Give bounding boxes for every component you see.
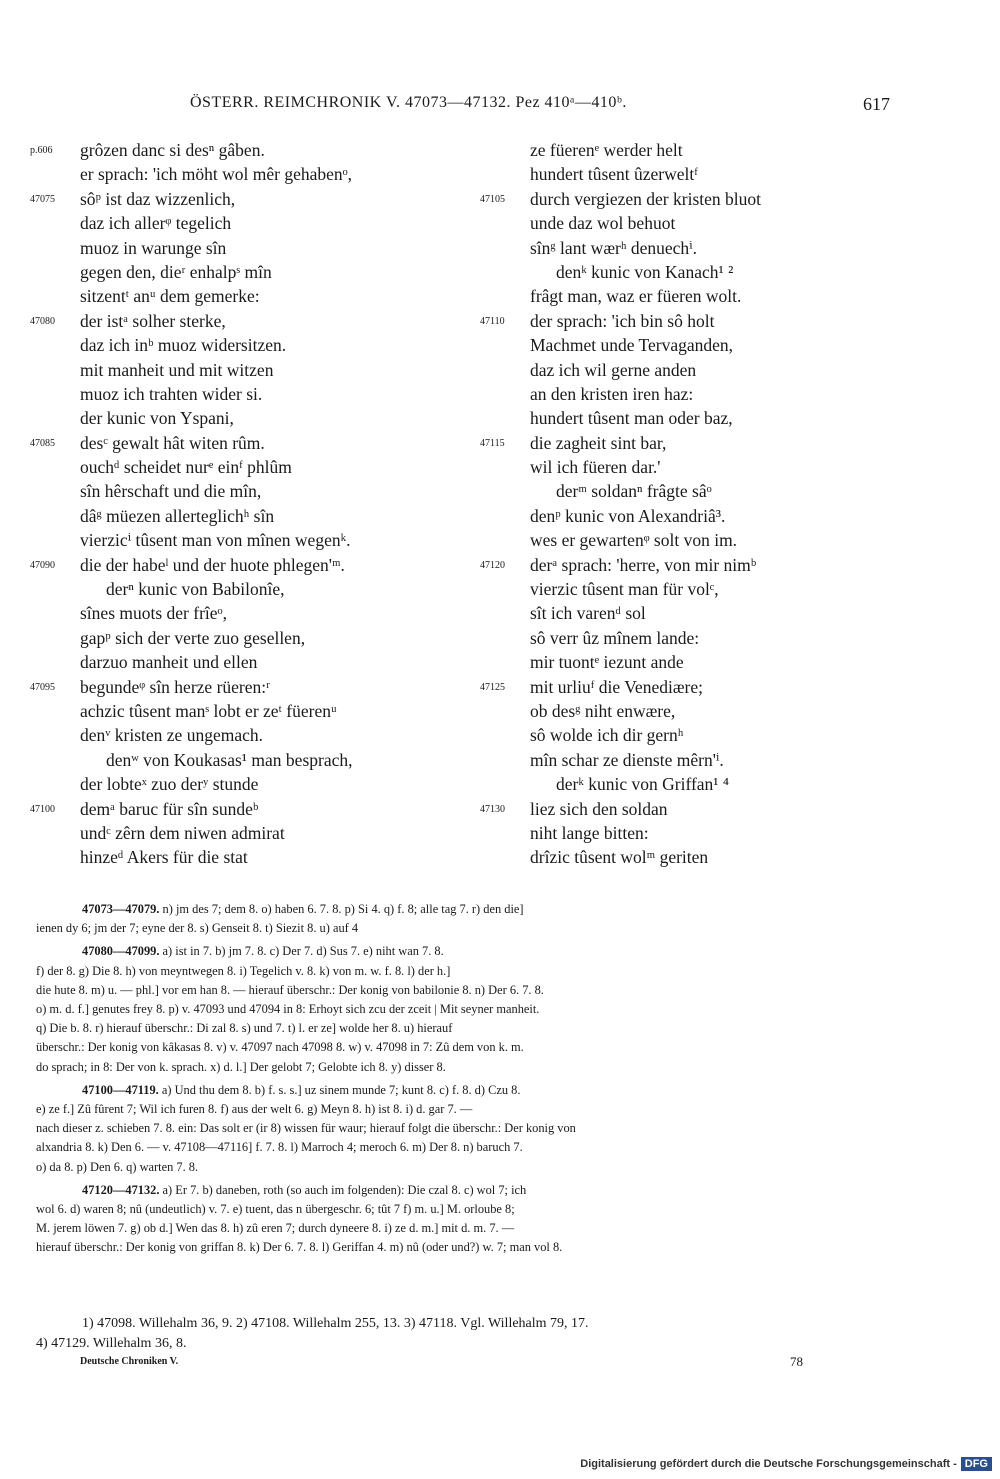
verse-text: sôᵖ ist daz wizzenlich,: [80, 188, 236, 209]
signature-mark: 78: [790, 1354, 803, 1369]
verse-text: sînes muots der frîeᵒ,: [80, 603, 227, 624]
line-number: 47075: [30, 193, 55, 205]
verse-text: wil ich füeren dar.': [530, 457, 661, 478]
verse-text: sîn hêrschaft und die mîn,: [80, 481, 262, 502]
verse-text: begundeᵠ sîn herze rüeren:ʳ: [80, 676, 270, 697]
verse-line: [30, 455, 450, 479]
note-range: 47100—47119.: [82, 1082, 159, 1097]
verse-text: der kunic von Yspani,: [80, 408, 234, 429]
note-text: e) ze f.] Zû fûrent 7; Wil ich furen 8. f) aus der welt 6. g) Meyn 8. h) ist 8. i) d. gar 7. —: [36, 1102, 473, 1117]
verse-text: er sprach: 'ich möht wol mêr gehabenᵒ,: [80, 164, 353, 185]
verse-text: sitzentᵗ anᵘ dem gemerke:: [80, 286, 260, 307]
page-number: 617: [863, 94, 890, 114]
note-text: nach dieser z. schieben 7. 8. ein: Das solt er (ir 8) wissen für waur; hierauf folgt die überschr.: Der konig von: [36, 1121, 576, 1136]
verse-line: [30, 504, 450, 528]
verse-line: [30, 626, 450, 650]
verse-line: [30, 187, 450, 211]
verse-text: vierzic tûsent man für volᶜ,: [530, 579, 719, 600]
note-line: [36, 1238, 896, 1257]
note-line: [36, 962, 896, 981]
note-line: [36, 1100, 896, 1119]
verse-text: daz ich allerᵠ tegelich: [80, 213, 232, 234]
left-verse-column: [30, 138, 450, 870]
verse-line: [30, 723, 450, 747]
running-header: [0, 94, 1000, 120]
line-number: 47105: [480, 193, 505, 205]
verse-line: [30, 699, 450, 723]
verse-text: gapᵖ sich der verte zuo gesellen,: [80, 627, 306, 648]
verse-text: ob desᵍ niht enwære,: [530, 700, 676, 721]
dfg-notice-text: Digitalisierung gefördert durch die Deutsche Forschungsgemeinschaft -: [580, 1458, 957, 1470]
verse-line: [30, 772, 450, 796]
line-number: 47110: [480, 315, 505, 327]
verse-text: mit manheit und mit witzen: [80, 359, 274, 380]
verse-text: derᵃ sprach: 'herre, von mir nimᵇ: [530, 554, 757, 575]
verse-line: [480, 309, 900, 333]
verse-line: [30, 162, 450, 186]
verse-line: [30, 382, 450, 406]
line-number: 47115: [480, 437, 505, 449]
verse-text: derᵐ soldanⁿ frâgte sâᵒ: [556, 481, 712, 502]
verse-line: [480, 162, 900, 186]
verse-text: Machmet unde Tervaganden,: [530, 335, 734, 356]
note-line: [36, 981, 896, 1000]
note-text: hierauf überschr.: Der konig von griffan 8. k) Der 6. 7. 8. l) Geriffan 4. m) nû (oder und?) w. 7; man vol 8.: [36, 1240, 563, 1255]
verse-line: [480, 723, 900, 747]
verse-line: [480, 211, 900, 235]
verse-text: denʷ von Koukasas¹ man besprach,: [106, 749, 353, 770]
source-footnotes: [36, 1314, 896, 1354]
dfg-notice: [580, 1455, 992, 1473]
verse-line: [30, 284, 450, 308]
verse-text: denᵛ kristen ze ungemach.: [80, 725, 263, 746]
note-line: [36, 1000, 896, 1019]
verse-text: der istᵃ solher sterke,: [80, 310, 226, 331]
verse-line: [30, 748, 450, 772]
note-range: 47120—47132.: [82, 1182, 160, 1197]
verse-text: der lobteˣ zuo derʸ stunde: [80, 774, 259, 795]
verse-line: [30, 553, 450, 577]
source-footnote: 4) 47129. Willehalm 36, 8.: [36, 1336, 187, 1351]
note-line: [36, 900, 896, 919]
note-text: wol 6. d) waren 8; nû (undeutlich) v. 7. e) tuent, das n übergeschr. 6; tût 7 f) m. u.] M. orloube 8;: [36, 1202, 515, 1217]
verse-line: [480, 553, 900, 577]
note-text: o) m. d. f.] genutes frey 8. p) v. 47093 und 47094 in 8: Erhoyt sich zcu der zceit | Mit seyner manheit.: [36, 1002, 540, 1017]
verse-line: [480, 601, 900, 625]
verse-text: sô wolde ich dir gernʰ: [530, 725, 684, 746]
verse-text: undᶜ zêrn dem niwen admirat: [80, 822, 285, 843]
verse-line: [30, 650, 450, 674]
note-line: [36, 1019, 896, 1038]
verse-line: [480, 675, 900, 699]
verse-line: [480, 577, 900, 601]
note-line: [36, 919, 896, 938]
verse-line: [480, 382, 900, 406]
verse-text: unde daz wol behuot: [530, 213, 676, 234]
note-text: die hute 8. m) u. — phl.] vor em han 8. — hierauf überschr.: Der konig von babilonie 8. n) Der 6. 7. 8.: [36, 982, 544, 997]
verse-text: an den kristen iren haz:: [530, 383, 694, 404]
note-line: [36, 1081, 896, 1100]
line-number: 47095: [30, 681, 55, 693]
note-line: [36, 942, 896, 961]
verse-line: [480, 821, 900, 845]
verse-text: derⁿ kunic von Babilonîe,: [106, 579, 285, 600]
verse-line: [30, 528, 450, 552]
verse-line: [480, 236, 900, 260]
verse-text: grôzen danc si desⁿ gâben.: [80, 140, 265, 160]
note-block: [36, 900, 896, 938]
running-title: ÖSTERR. REIMCHRONIK V. 47073—47132. Pez 410ᵃ—410ᵇ.: [190, 94, 627, 111]
note-text: a) Und thu dem 8. b) f. s. s.] uz sinem munde 7; kunt 8. c) f. 8. d) Czu 8.: [158, 1082, 521, 1097]
verse-line: [30, 845, 450, 869]
verse-text: muoz ich trahten wider si.: [80, 383, 263, 404]
verse-line: [30, 260, 450, 284]
verse-text: ze füerenᵉ werder helt: [530, 140, 683, 160]
note-range: 47080—47099.: [82, 944, 160, 959]
verse-text: niht lange bitten:: [530, 822, 649, 843]
verse-line: [480, 406, 900, 430]
verse-line: [30, 138, 450, 162]
verse-line: [480, 748, 900, 772]
verse-text: muoz in warunge sîn: [80, 237, 227, 258]
verse-line: [30, 358, 450, 382]
note-text: o) da 8. p) Den 6. q) warten 7. 8.: [36, 1159, 199, 1174]
verse-line: [30, 479, 450, 503]
verse-line: [480, 333, 900, 357]
verse-line: [480, 845, 900, 869]
verse-text: vierzicⁱ tûsent man von mînen wegenᵏ.: [80, 530, 351, 551]
line-number: p.606: [30, 145, 53, 156]
verse-text: mit urliuᶠ die Venediære;: [530, 676, 703, 697]
verse-line: [30, 211, 450, 235]
note-line: [36, 1200, 896, 1219]
verse-text: derᵏ kunic von Griffan¹ ⁴: [556, 774, 730, 795]
verse-line: [30, 333, 450, 357]
note-text: a) Er 7. b) daneben, roth (so auch im folgenden): Die czal 8. c) wol 7; ich: [159, 1182, 527, 1197]
line-number: 47125: [480, 681, 505, 693]
note-line: [36, 1038, 896, 1057]
verse-line: [30, 309, 450, 333]
verse-line: [480, 431, 900, 455]
verse-text: daz ich wil gerne anden: [530, 359, 697, 380]
verse-line: [30, 577, 450, 601]
verse-line: [480, 797, 900, 821]
verse-line: [480, 699, 900, 723]
note-line: [36, 1138, 896, 1157]
verse-text: gegen den, dieʳ enhalpˢ mîn: [80, 261, 272, 282]
series-footer: Deutsche Chroniken V.: [80, 1356, 179, 1367]
verse-text: desᶜ gewalt hât witen rûm.: [80, 432, 265, 453]
verse-line: [30, 431, 450, 455]
verse-text: drîzic tûsent wolᵐ geriten: [530, 847, 709, 868]
verse-line: [480, 772, 900, 796]
note-block: [36, 942, 896, 1076]
note-line: [36, 1219, 896, 1238]
note-range: 47073—47079.: [82, 902, 160, 916]
verse-line: [30, 236, 450, 260]
note-text: M. jerem löwen 7. g) ob d.] Wen das 8. h) zû eren 7; durch dyneere 8. i) ze d. m.] mit d. m. 7. —: [36, 1221, 515, 1236]
note-text: ienen dy 6; jm der 7; eyne der 8. s) Genseit 8. t) Siezit 8. u) auf 4: [36, 921, 359, 936]
verse-text: sînᵍ lant wærʰ denuechⁱ.: [530, 237, 698, 258]
note-text: f) der 8. g) Die 8. h) von meyntwegen 8. i) Tegelich v. 8. k) von m. w. f. 8. l) der h.]: [36, 963, 451, 978]
verse-line: [30, 821, 450, 845]
verse-text: daz ich inᵇ muoz widersitzen.: [80, 335, 287, 356]
verse-text: ouchᵈ scheidet nurᵉ einᶠ phlûm: [80, 457, 292, 478]
note-block: [36, 1181, 896, 1258]
verse-line: [480, 455, 900, 479]
verse-line: [480, 187, 900, 211]
verse-line: [30, 601, 450, 625]
verse-text: demᵃ baruc für sîn sundeᵇ: [80, 798, 259, 819]
line-number: 47085: [30, 437, 55, 449]
right-verse-column: [480, 138, 900, 870]
verse-text: frâgt man, waz er füeren wolt.: [530, 286, 742, 307]
note-text: a) ist in 7. b) jm 7. 8. c) Der 7. d) Sus 7. e) niht wan 7. 8.: [159, 944, 444, 959]
verse-text: die der habeˡ und der huote phlegen'ᵐ.: [80, 554, 345, 575]
verse-text: dâᵍ müezen allerteglichʰ sîn: [80, 505, 275, 526]
verse-text: achzic tûsent manˢ lobt er zeᵗ füerenᵘ: [80, 700, 337, 721]
verse-line: [480, 650, 900, 674]
verse-text: der sprach: 'ich bin sô holt: [530, 310, 715, 331]
note-line: [36, 1158, 896, 1177]
note-line: [36, 1119, 896, 1138]
verse-line: [30, 406, 450, 430]
line-number: 47130: [480, 803, 505, 815]
verse-line: [480, 504, 900, 528]
verse-line: [480, 479, 900, 503]
line-number: 47080: [30, 315, 55, 327]
apparatus-notes: [36, 900, 896, 1262]
note-text: überschr.: Der konig von kâkasas 8. v) v. 47097 nach 47098 8. w) v. 47098 in 7: Zû dem von k. m.: [36, 1040, 524, 1055]
verse-text: mir tuontᵉ iezunt ande: [530, 652, 684, 673]
verse-line: [480, 528, 900, 552]
source-footnote: 1) 47098. Willehalm 36, 9. 2) 47108. Willehalm 255, 13. 3) 47118. Vgl. Willehalm 79, 17.: [82, 1316, 589, 1331]
note-text: q) Die b. 8. r) hierauf überschr.: Di zal 8. s) und 7. t) l. er ze] wolde her 8. u) hierauf: [36, 1021, 453, 1036]
verse-text: mîn schar ze dienste mêrn'ⁱ.: [530, 749, 724, 770]
verse-text: darzuo manheit und ellen: [80, 652, 258, 673]
note-line: [36, 1181, 896, 1200]
verse-text: liez sich den soldan: [530, 798, 668, 819]
verse-text: denᵖ kunic von Alexandriâ³.: [530, 505, 726, 526]
verse-line: [480, 626, 900, 650]
verse-line: [30, 675, 450, 699]
verse-line: [30, 797, 450, 821]
verse-line: [480, 358, 900, 382]
verse-text: hundert tûsent man oder baz,: [530, 408, 733, 429]
verse-text: sô verr ûz mînem lande:: [530, 627, 700, 648]
note-text: do sprach; in 8: Der von k. sprach. x) d. l.] Der gelobt 7; Gelobte ich 8. y) disser 8.: [36, 1059, 446, 1074]
verse-line: [480, 260, 900, 284]
note-line: [36, 1058, 896, 1077]
verse-text: durch vergiezen der kristen bluot: [530, 188, 761, 209]
verse-line: [480, 284, 900, 308]
note-text: n) jm des 7; dem 8. o) haben 6. 7. 8. p) Si 4. q) f. 8; alle tag 7. r) den die]: [159, 902, 524, 916]
note-text: alxandria 8. k) Den 6. — v. 47108—47116] f. 7. 8. l) Marroch 4; meroch 6. m) Der 8. n) baruch 7.: [36, 1140, 523, 1155]
line-number: 47100: [30, 803, 55, 815]
verse-text: sît ich varenᵈ sol: [530, 603, 646, 624]
verse-text: die zagheit sint bar,: [530, 432, 667, 453]
verse-line: [480, 138, 900, 162]
verse-text: hinzeᵈ Akers für die stat: [80, 847, 248, 868]
verse-text: denᵏ kunic von Kanach¹ ²: [556, 261, 734, 282]
note-block: [36, 1081, 896, 1177]
dfg-logo: DFG: [961, 1457, 992, 1471]
verse-text: hundert tûsent ûzerweltᶠ: [530, 164, 698, 185]
verse-text: wes er gewartenᵠ solt von im.: [530, 530, 738, 551]
line-number: 47120: [480, 559, 505, 571]
line-number: 47090: [30, 559, 55, 571]
